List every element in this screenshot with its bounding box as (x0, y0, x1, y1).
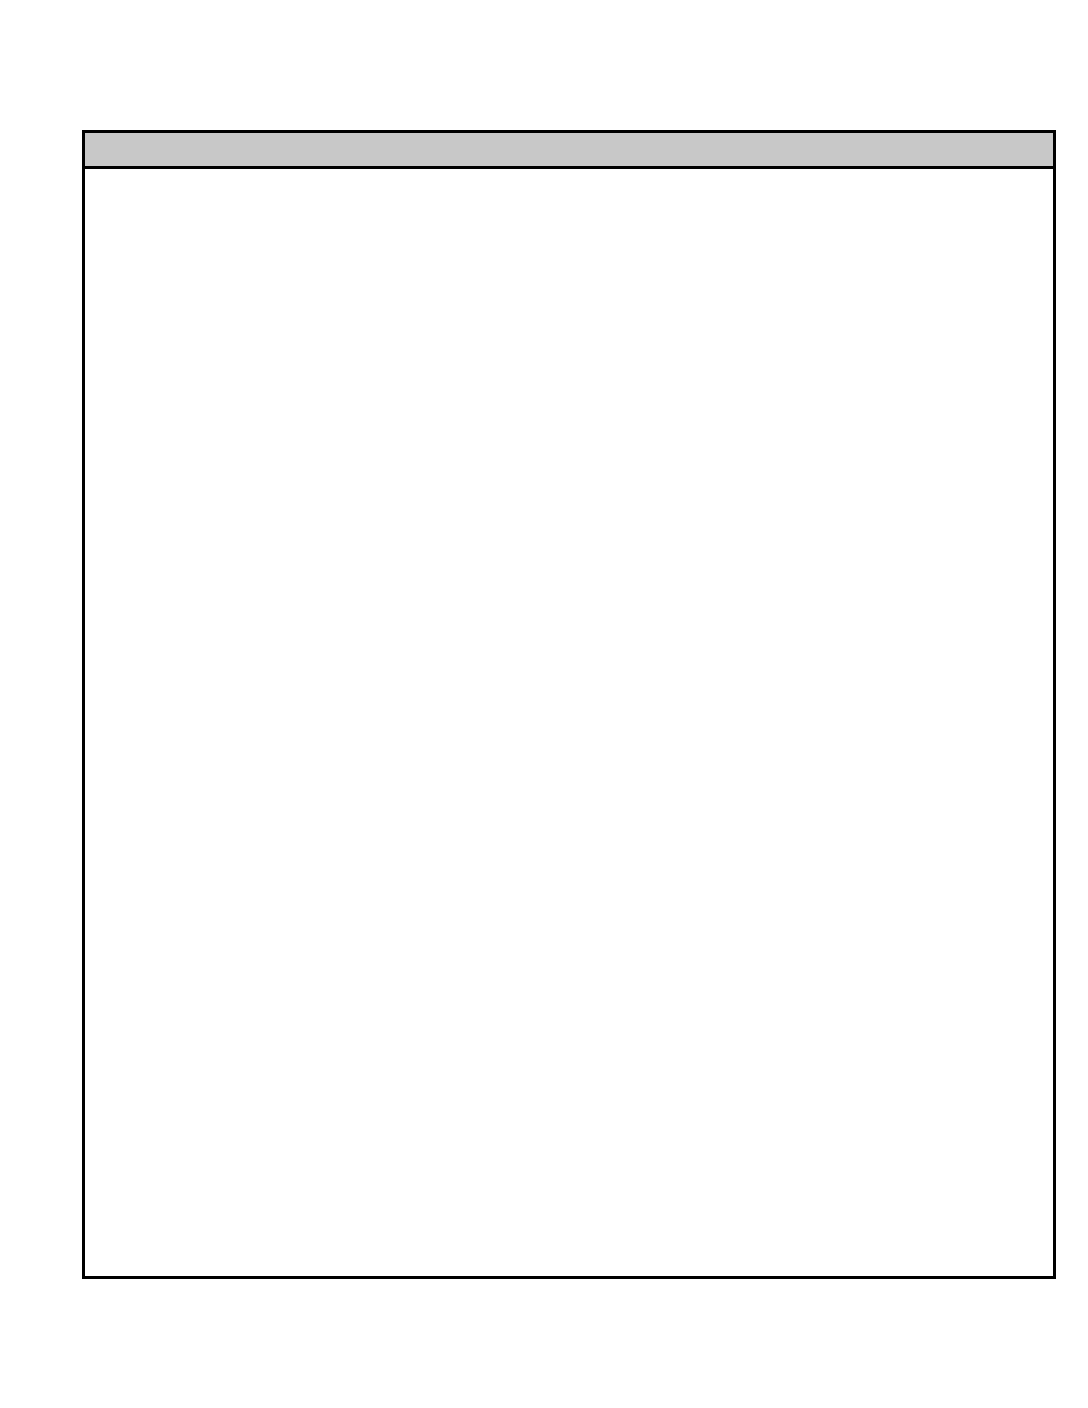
schedule-title (85, 133, 1053, 169)
game-schedule-table (82, 130, 1056, 1279)
